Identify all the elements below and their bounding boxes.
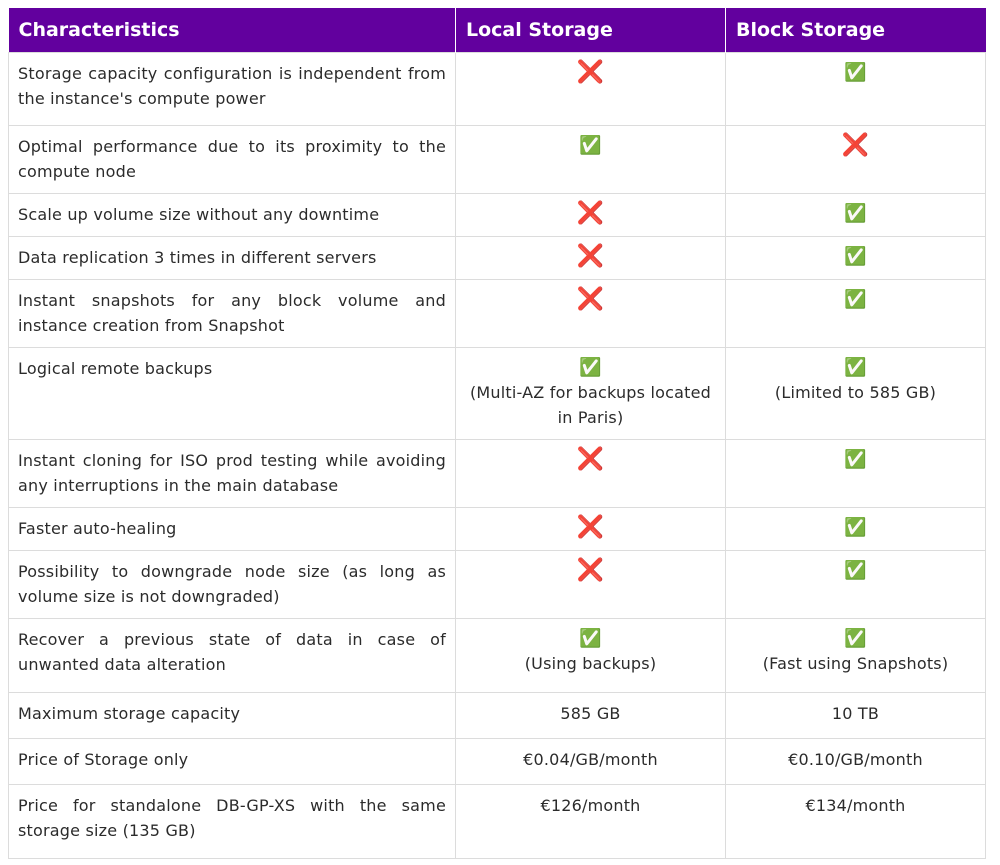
table-row <box>9 508 986 551</box>
cross-icon: ❌ <box>841 133 870 158</box>
cell-value: (Multi-AZ for backups located in Paris) <box>469 383 711 427</box>
table-row <box>9 237 986 280</box>
check-icon: ✅ <box>844 203 867 224</box>
local-storage-cell <box>456 53 726 126</box>
feature-cell: Logical remote backups <box>9 348 456 440</box>
local-storage-cell <box>456 551 726 619</box>
table-body <box>9 53 986 859</box>
cell-value: (Limited to 585 GB) <box>774 383 937 402</box>
block-storage-cell <box>726 739 986 785</box>
check-icon: ✅ <box>844 289 867 310</box>
local-storage-cell <box>456 739 726 785</box>
check-icon: ✅ <box>844 449 867 470</box>
table-row <box>9 194 986 237</box>
table-row <box>9 739 986 785</box>
block-storage-cell <box>726 348 986 440</box>
table-row <box>9 619 986 693</box>
local-storage-cell <box>456 785 726 859</box>
cross-icon: ❌ <box>576 60 605 85</box>
check-icon: ✅ <box>844 628 867 649</box>
table-row <box>9 53 986 126</box>
table-row <box>9 551 986 619</box>
cell-value: €134/month <box>805 796 906 815</box>
local-storage-cell <box>456 440 726 508</box>
block-storage-cell <box>726 237 986 280</box>
block-storage-cell <box>726 126 986 194</box>
block-storage-cell <box>726 693 986 739</box>
table-row <box>9 785 986 859</box>
local-storage-cell <box>456 693 726 739</box>
feature-cell: Instant snapshots for any block volume and instance creation from Snapshot <box>9 280 456 348</box>
block-storage-cell <box>726 508 986 551</box>
local-storage-cell <box>456 280 726 348</box>
local-storage-cell <box>456 619 726 693</box>
cross-icon: ❌ <box>576 244 605 269</box>
cell-value: 10 TB <box>831 704 880 723</box>
block-storage-cell <box>726 280 986 348</box>
block-storage-cell <box>726 194 986 237</box>
feature-cell: Instant cloning for ISO prod testing while avoiding any interruptions in the main database <box>9 440 456 508</box>
check-icon: ✅ <box>579 628 602 649</box>
feature-cell: Scale up volume size without any downtime <box>9 194 456 237</box>
cross-icon: ❌ <box>576 447 605 472</box>
comparison-table <box>8 8 986 859</box>
cross-icon: ❌ <box>576 287 605 312</box>
cell-value: €0.10/GB/month <box>788 750 923 769</box>
header-row <box>9 8 986 53</box>
feature-cell: Possibility to downgrade node size (as long as volume size is not downgraded) <box>9 551 456 619</box>
table-row <box>9 126 986 194</box>
block-storage-cell <box>726 551 986 619</box>
block-storage-cell <box>726 53 986 126</box>
local-storage-cell <box>456 194 726 237</box>
cell-value: 585 GB <box>560 704 621 723</box>
check-icon: ✅ <box>844 246 867 267</box>
check-icon: ✅ <box>844 517 867 538</box>
feature-cell: Optimal performance due to its proximity to the compute node <box>9 126 456 194</box>
check-icon: ✅ <box>579 357 602 378</box>
block-storage-cell <box>726 440 986 508</box>
header-local-storage: Local Storage <box>456 8 726 53</box>
check-icon: ✅ <box>844 560 867 581</box>
cell-value: (Using backups) <box>524 654 657 673</box>
cell-value: €126/month <box>540 796 641 815</box>
feature-cell: Price for standalone DB-GP-XS with the same storage size (135 GB) <box>9 785 456 859</box>
check-icon: ✅ <box>844 357 867 378</box>
local-storage-cell <box>456 348 726 440</box>
feature-cell: Maximum storage capacity <box>9 693 456 739</box>
table-row <box>9 348 986 440</box>
cross-icon: ❌ <box>576 558 605 583</box>
cross-icon: ❌ <box>576 515 605 540</box>
table-row <box>9 280 986 348</box>
header-characteristics: Characteristics <box>9 8 456 53</box>
feature-cell: Price of Storage only <box>9 739 456 785</box>
block-storage-cell <box>726 785 986 859</box>
check-icon: ✅ <box>844 62 867 83</box>
local-storage-cell <box>456 237 726 280</box>
cell-value: €0.04/GB/month <box>523 750 658 769</box>
cell-value: (Fast using Snapshots) <box>762 654 949 673</box>
local-storage-cell <box>456 508 726 551</box>
table-row <box>9 693 986 739</box>
cross-icon: ❌ <box>576 201 605 226</box>
feature-cell: Data replication 3 times in different servers <box>9 237 456 280</box>
header-block-storage: Block Storage <box>726 8 986 53</box>
check-icon: ✅ <box>579 135 602 156</box>
feature-cell: Faster auto-healing <box>9 508 456 551</box>
feature-cell: Recover a previous state of data in case of unwanted data alteration <box>9 619 456 693</box>
feature-cell: Storage capacity configuration is independent from the instance's compute power <box>9 53 456 126</box>
table-row <box>9 440 986 508</box>
block-storage-cell <box>726 619 986 693</box>
local-storage-cell <box>456 126 726 194</box>
